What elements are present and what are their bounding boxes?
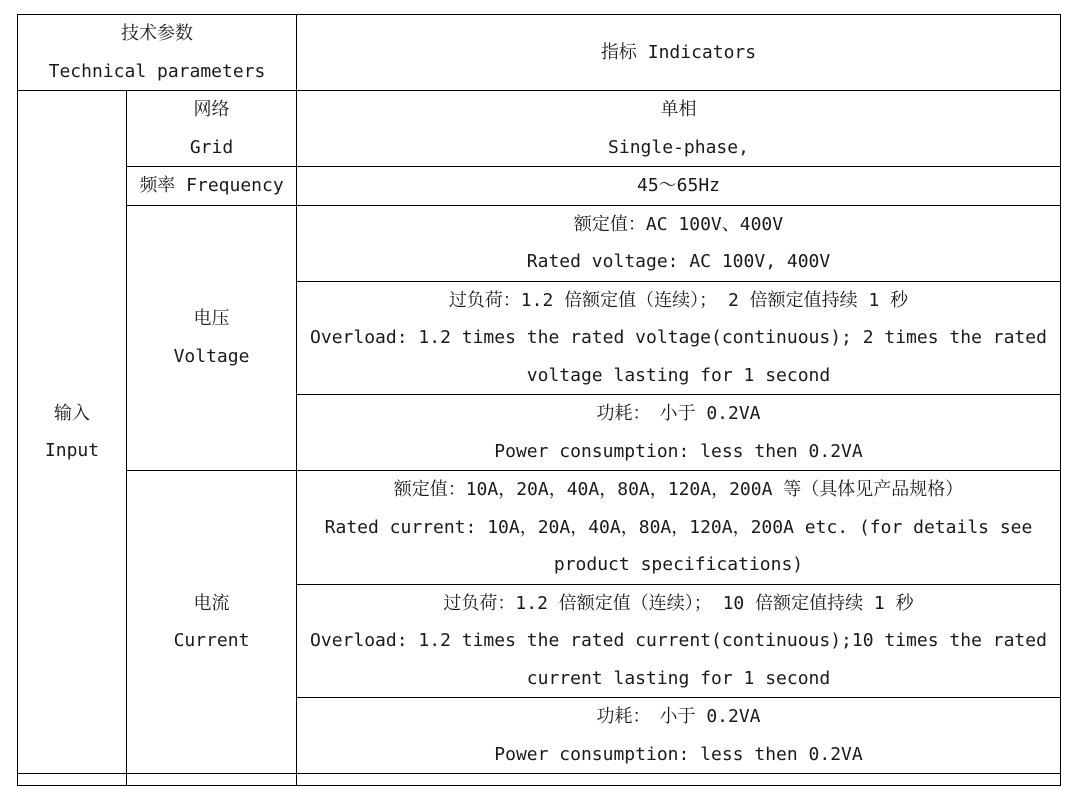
current-overload-cell xyxy=(297,584,1061,698)
current-power-en: Power consumption: less then 0.2VA xyxy=(494,743,863,765)
frequency-label: 频率 Frequency xyxy=(139,175,284,196)
voltage-label-cn: 电压 xyxy=(193,308,230,330)
current-label-en: Current xyxy=(173,630,250,651)
current-rated-en: Rated current: 10A，20A，40A，80A，120A，200A etc. (for details see product specifications) xyxy=(324,516,1033,575)
voltage-overload-en: Overload: 1.2 times the rated voltage(continuous); 2 times the rated voltage lasting for 1 second xyxy=(310,327,1047,386)
next-row-cell-2 xyxy=(127,774,297,786)
grid-value-cell xyxy=(297,91,1061,167)
grid-label-en: Grid xyxy=(189,136,234,158)
voltage-power-cn: 功耗： 小于 0.2VA xyxy=(596,403,761,424)
grid-label-cell xyxy=(127,91,297,167)
voltage-rated-cell xyxy=(297,205,1061,281)
header-param-en: Technical parameters xyxy=(48,60,266,82)
current-label-cell xyxy=(127,471,297,774)
voltage-overload-cell xyxy=(297,281,1061,395)
current-overload-cn: 过负荷：1.2 倍额定值（连续）； 10 倍额定值持续 1 秒 xyxy=(443,592,914,614)
voltage-label-cell xyxy=(127,205,297,471)
current-power-cn: 功耗： 小于 0.2VA xyxy=(596,706,761,727)
voltage-label-en: Voltage xyxy=(173,345,250,367)
current-rated-row xyxy=(18,471,1061,585)
current-overload-en: Overload: 1.2 times the rated current(continuous);10 times the rated current lasting for 1 second xyxy=(310,630,1047,689)
header-param-cn: 技术参数 xyxy=(121,23,193,44)
frequency-value-cell xyxy=(297,167,1061,206)
grid-value-en: Single-phase, xyxy=(608,136,749,158)
frequency-label-cell xyxy=(127,167,297,206)
spec-table xyxy=(17,14,1061,786)
section-input-cn: 输入 xyxy=(54,402,90,424)
header-row xyxy=(18,15,1061,91)
frequency-row xyxy=(18,167,1061,206)
next-row-partial xyxy=(18,774,1061,786)
frequency-value: 45～65Hz xyxy=(636,175,721,196)
voltage-rated-row xyxy=(18,205,1061,281)
header-indicators-cell xyxy=(297,15,1061,91)
current-power-cell xyxy=(297,698,1061,774)
voltage-rated-en: Rated voltage: AC 100V, 400V xyxy=(526,251,831,272)
grid-value-cn: 单相 xyxy=(660,99,697,120)
grid-label-cn: 网络 xyxy=(193,99,230,120)
section-input-cell xyxy=(18,91,127,774)
voltage-rated-cn: 额定值：AC 100V、400V xyxy=(573,213,784,235)
next-row-cell-1 xyxy=(18,774,127,786)
next-row-cell-3 xyxy=(297,774,1061,786)
section-input-en: Input xyxy=(44,440,100,461)
current-rated-cell xyxy=(297,471,1061,585)
current-label-cn: 电流 xyxy=(193,592,230,614)
voltage-power-en: Power consumption: less then 0.2VA xyxy=(494,440,863,462)
current-rated-cn: 额定值：10A，20A，40A，80A，120A，200A 等（具体见产品规格） xyxy=(393,479,964,500)
header-param-cell xyxy=(18,15,297,91)
grid-row xyxy=(18,91,1061,167)
voltage-power-cell xyxy=(297,395,1061,471)
voltage-overload-cn: 过负荷：1.2 倍额定值（连续）； 2 倍额定值持续 1 秒 xyxy=(448,289,909,311)
header-indicators: 指标 Indicators xyxy=(600,41,757,63)
